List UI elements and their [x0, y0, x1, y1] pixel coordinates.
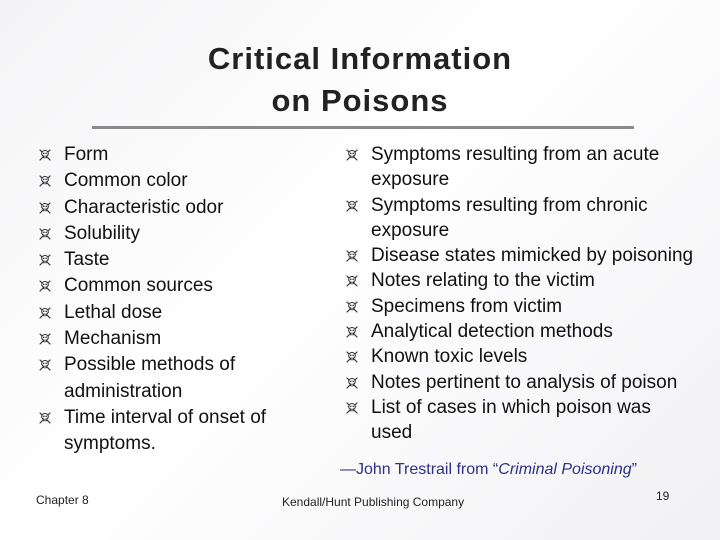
skull-crossbones-icon [344, 145, 360, 161]
list-item [37, 300, 297, 326]
list-item-text: Specimens from victim [371, 295, 563, 317]
list-item-text: Disease states mimicked by poisoning [371, 245, 694, 267]
skull-crossbones-icon [344, 271, 360, 287]
quote-prefix: —John Trestrail from “ [340, 461, 499, 478]
skull-crossbones-icon [344, 246, 360, 262]
skull-crossbones-icon [344, 347, 360, 363]
list-item-text: Common color [64, 170, 188, 192]
skull-crossbones-icon [37, 276, 53, 292]
skull-crossbones-icon [37, 145, 53, 161]
list-item [37, 352, 297, 405]
list-item [37, 142, 297, 168]
list-item-text: Analytical detection methods [371, 321, 613, 343]
list-item [344, 370, 694, 395]
list-item-text: Known toxic levels [371, 346, 528, 368]
slide-title-line-2: on Poisons [271, 83, 449, 118]
skull-crossbones-icon [344, 196, 360, 212]
list-item [37, 221, 297, 247]
footer-chapter: Chapter 8 [36, 493, 89, 507]
slide-title [0, 38, 720, 122]
quote-suffix: ” [631, 461, 637, 478]
list-item [344, 344, 694, 369]
list-item-text: Form [64, 144, 109, 165]
list-item [37, 195, 297, 221]
left-bullet-list [37, 142, 297, 458]
skull-crossbones-icon [37, 171, 53, 187]
right-bullet-list [344, 142, 694, 446]
slide-title-line-1: Critical Information [207, 41, 513, 76]
skull-crossbones-icon [344, 297, 360, 313]
skull-crossbones-icon [344, 373, 360, 389]
footer-publisher: Kendall/Hunt Publishing Company [282, 495, 465, 509]
list-item-text: List of cases in which poison was used [371, 396, 651, 444]
list-item [37, 326, 297, 352]
list-item-text: Taste [64, 249, 110, 271]
list-item-text: Common sources [64, 275, 213, 297]
list-item-text: Notes pertinent to analysis of poison [371, 371, 678, 393]
quote-book-title: Criminal Poisoning [498, 461, 632, 478]
list-item-text: Mechanism [64, 328, 162, 350]
skull-crossbones-icon [37, 198, 53, 214]
skull-crossbones-icon [344, 322, 360, 338]
skull-crossbones-icon [37, 250, 53, 266]
list-item-text: Symptoms resulting from chronic exposure [371, 194, 648, 241]
skull-crossbones-icon [37, 224, 53, 240]
list-item [344, 142, 694, 193]
skull-crossbones-icon [37, 408, 53, 424]
list-item-text: Lethal dose [64, 301, 163, 323]
list-item [344, 243, 694, 268]
list-item [37, 247, 297, 273]
title-divider [92, 126, 634, 129]
attribution-quote [340, 461, 637, 479]
skull-crossbones-icon [344, 398, 360, 414]
list-item [344, 395, 694, 446]
list-item [37, 405, 297, 458]
skull-crossbones-icon [37, 303, 53, 319]
list-item [37, 168, 297, 194]
list-item-text: Possible methods of administration [64, 354, 236, 402]
list-item [344, 193, 694, 244]
skull-crossbones-icon [37, 355, 53, 371]
list-item-text: Notes relating to the victim [371, 270, 595, 292]
list-item [37, 273, 297, 299]
list-item [344, 319, 694, 344]
list-item-text: Symptoms resulting from an acute exposure [371, 144, 660, 191]
list-item [344, 268, 694, 293]
skull-crossbones-icon [37, 329, 53, 345]
page-number: 19 [656, 489, 670, 503]
list-item-text: Time interval of onset of symptoms. [64, 406, 267, 455]
list-item-text: Characteristic odor [64, 196, 224, 218]
list-item [344, 294, 694, 319]
list-item-text: Solubility [64, 222, 141, 244]
